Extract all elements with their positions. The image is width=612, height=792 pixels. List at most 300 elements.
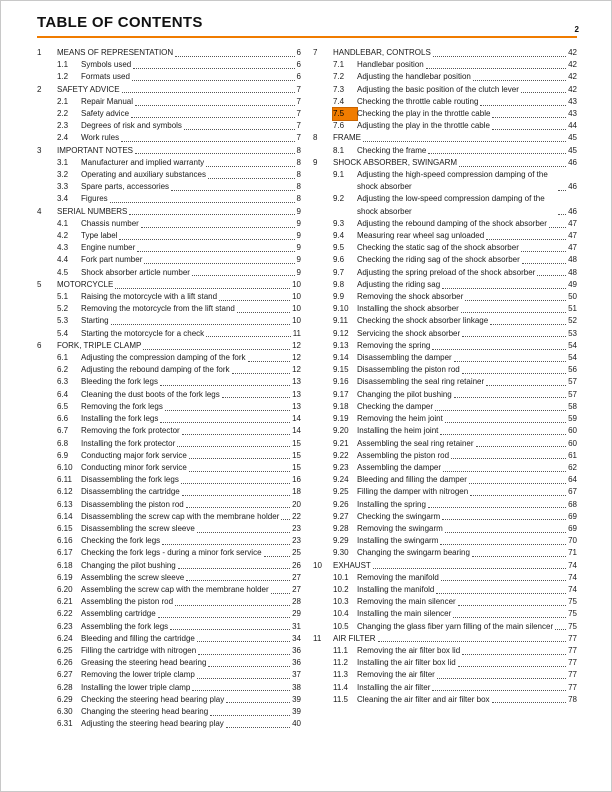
- toc-entry[interactable]: [37, 645, 301, 657]
- toc-entry-leader-dots: [162, 544, 290, 545]
- toc-entry-number: 1: [37, 48, 42, 57]
- toc-entry-number: 5.4: [57, 328, 69, 338]
- toc-entry[interactable]: [37, 596, 301, 608]
- toc-entry-title: Adjusting the riding sag: [357, 279, 441, 289]
- toc-entry-title: Installing the heim joint: [357, 426, 439, 436]
- toc-entry-number: 6.5: [57, 401, 69, 411]
- toc-entry-title: Symbols used: [81, 60, 132, 70]
- toc-entry-leader-dots: [186, 580, 290, 581]
- toc-entry[interactable]: [313, 547, 577, 559]
- toc-entry-number: 2.3: [57, 121, 69, 131]
- toc-entry[interactable]: [37, 413, 301, 425]
- toc-entry-body: [57, 47, 301, 59]
- toc-entry-number: 6: [37, 340, 42, 350]
- toc-entry-leader-dots: [206, 166, 294, 167]
- toc-entry[interactable]: [313, 682, 577, 694]
- toc-entry-body: [81, 376, 301, 388]
- toc-entry-page: 61: [568, 450, 577, 460]
- toc-entry[interactable]: [37, 535, 301, 547]
- toc-entry-leader-dots: [208, 666, 290, 667]
- toc-entry-number: 9.25: [333, 487, 349, 497]
- toc-entry-leader-dots: [132, 80, 295, 81]
- toc-entry-number: 9.7: [333, 267, 345, 277]
- toc-entry[interactable]: [313, 474, 577, 486]
- toc-entry[interactable]: [37, 303, 301, 315]
- toc-entry-leader-dots: [440, 544, 566, 545]
- toc-entry-title: Checking the fork legs - during a minor fork service: [81, 548, 262, 558]
- toc-entry[interactable]: [37, 608, 301, 620]
- toc-entry-body: [81, 59, 301, 71]
- toc-entry-page: 9: [296, 267, 301, 277]
- toc-entry-body: [357, 376, 577, 388]
- toc-entry[interactable]: [313, 669, 577, 681]
- toc-entry-page: 6: [296, 60, 301, 70]
- toc-entry-title: Checking the shock absorber linkage: [357, 316, 489, 326]
- toc-entry[interactable]: [313, 145, 577, 157]
- toc-entry[interactable]: [313, 535, 577, 547]
- toc-entry[interactable]: [313, 364, 577, 376]
- toc-entry-body: [333, 47, 577, 59]
- toc-entry-leader-dots: [119, 239, 294, 240]
- toc-entry-body: [357, 193, 577, 217]
- toc-entry-body: [81, 96, 301, 108]
- toc-entry-leader-dots: [558, 214, 566, 215]
- toc-entry-leader-dots: [445, 532, 566, 533]
- toc-entry-body: [81, 462, 301, 474]
- toc-entry[interactable]: [37, 206, 301, 218]
- toc-entry[interactable]: [37, 59, 301, 71]
- toc-entry[interactable]: [313, 340, 577, 352]
- toc-entry-body: [357, 96, 577, 108]
- toc-entry-leader-dots: [160, 422, 290, 423]
- toc-entry-page: 77: [568, 682, 577, 692]
- toc-entry-leader-dots: [480, 105, 566, 106]
- toc-entry[interactable]: [313, 694, 577, 706]
- toc-entry[interactable]: [313, 108, 577, 120]
- toc-entry-title: Cleaning the air filter and air filter box: [357, 694, 490, 704]
- toc-entry-title: Installing the air filter box lid: [357, 658, 456, 668]
- toc-entry-body: [357, 413, 577, 425]
- toc-entry[interactable]: [313, 47, 577, 59]
- toc-entry[interactable]: [37, 633, 301, 645]
- toc-entry[interactable]: [37, 621, 301, 633]
- toc-entry-number: 6.22: [57, 609, 73, 619]
- toc-entry-body: [357, 401, 577, 413]
- toc-entry-page: 7: [296, 133, 301, 143]
- toc-entry[interactable]: [313, 218, 577, 230]
- toc-entry-title: Installing the fork protector: [81, 438, 176, 448]
- toc-entry-title: Adjusting the steering head bearing play: [81, 719, 224, 729]
- toc-entry-leader-dots: [432, 690, 566, 691]
- toc-entry[interactable]: [37, 84, 301, 96]
- toc-entry-title: SERIAL NUMBERS: [57, 206, 128, 216]
- toc-entry-number: 6.12: [57, 487, 73, 497]
- toc-entry-title: Checking the damper: [357, 401, 434, 411]
- toc-entry-body: [333, 633, 577, 645]
- toc-entry[interactable]: [313, 657, 577, 669]
- toc-entry-page: 23: [292, 536, 301, 546]
- toc-entry-page: 49: [568, 279, 577, 289]
- toc-entry-leader-dots: [192, 275, 295, 276]
- toc-entry-number: 5: [37, 279, 42, 289]
- toc-entry[interactable]: [37, 657, 301, 669]
- toc-entry[interactable]: [37, 486, 301, 498]
- toc-entry-page: 64: [568, 475, 577, 485]
- toc-entry[interactable]: [313, 523, 577, 535]
- toc-entry[interactable]: [37, 108, 301, 120]
- toc-entry[interactable]: [313, 328, 577, 340]
- toc-entry-body: [357, 108, 577, 120]
- toc-entry[interactable]: [37, 401, 301, 413]
- toc-entry-leader-dots: [281, 519, 290, 520]
- toc-entry[interactable]: [313, 96, 577, 108]
- toc-entry[interactable]: [37, 474, 301, 486]
- toc-entry[interactable]: [37, 718, 301, 730]
- toc-entry-title: Disassembling the screw sleeve: [81, 523, 195, 533]
- toc-entry-leader-dots: [461, 312, 566, 313]
- toc-entry-page: 46: [568, 157, 577, 167]
- toc-entry[interactable]: [313, 279, 577, 291]
- toc-entry-body: [357, 499, 577, 511]
- toc-entry-title: Assembling the screw sleeve: [81, 572, 185, 582]
- toc-entry-number: 9.13: [333, 340, 349, 350]
- toc-entry[interactable]: [313, 401, 577, 413]
- toc-entry-page: 15: [292, 450, 301, 460]
- toc-entry-body: [357, 438, 577, 450]
- toc-entry-leader-dots: [492, 702, 567, 703]
- toc-entry-body: [357, 59, 577, 71]
- toc-entry-title: Checking the riding sag of the shock absorber: [357, 255, 520, 265]
- toc-entry-leader-dots: [182, 434, 290, 435]
- toc-entry[interactable]: [313, 486, 577, 498]
- toc-entry-title: SHOCK ABSORBER, SWINGARM: [333, 157, 458, 167]
- toc-entry-title: Adjusting the rebound damping of the shock absorber: [357, 218, 547, 228]
- toc-entry[interactable]: [37, 181, 301, 193]
- toc-entry-page: 12: [292, 353, 301, 363]
- toc-entry-body: [357, 657, 577, 669]
- toc-entry-title: Removing the air filter box lid: [357, 645, 461, 655]
- toc-entry[interactable]: [37, 584, 301, 596]
- toc-entry-body: [81, 523, 301, 535]
- toc-entry-leader-dots: [473, 80, 566, 81]
- toc-entry-leader-dots: [522, 263, 566, 264]
- toc-entry-body: [81, 352, 301, 364]
- toc-entry-body: [81, 450, 301, 462]
- toc-entry[interactable]: [313, 645, 577, 657]
- toc-entry[interactable]: [313, 621, 577, 633]
- toc-entry-page: 8: [296, 170, 301, 180]
- toc-entry-number: 9.16: [333, 377, 349, 387]
- toc-entry-page: 78: [568, 694, 577, 704]
- toc-entry-leader-dots: [219, 300, 290, 301]
- toc-entry-body: [81, 669, 301, 681]
- toc-entry[interactable]: [37, 352, 301, 364]
- toc-entry-body: [357, 547, 577, 559]
- toc-entry[interactable]: [313, 193, 577, 217]
- toc-entry[interactable]: [313, 132, 577, 144]
- toc-entry-number: 3.1: [57, 157, 69, 167]
- toc-entry-leader-dots: [121, 141, 294, 142]
- toc-entry-page: 8: [296, 145, 301, 155]
- toc-entry-body: [357, 291, 577, 303]
- toc-entry-leader-dots: [177, 446, 290, 447]
- toc-entry[interactable]: [37, 450, 301, 462]
- toc-entry-page: 74: [568, 572, 577, 582]
- toc-entry[interactable]: [37, 499, 301, 511]
- toc-entry-title: Conducting minor fork service: [81, 462, 187, 472]
- toc-entry-leader-dots: [160, 385, 290, 386]
- toc-entry-body: [81, 425, 301, 437]
- toc-entry[interactable]: [37, 572, 301, 584]
- toc-entry-leader-dots: [428, 507, 566, 508]
- toc-entry[interactable]: [313, 633, 577, 645]
- toc-entry-number: 6.26: [57, 658, 73, 668]
- toc-entry[interactable]: [37, 279, 301, 291]
- toc-entry-page: 75: [568, 597, 577, 607]
- toc-entry[interactable]: [37, 328, 301, 340]
- toc-entry[interactable]: [37, 254, 301, 266]
- toc-entry-leader-dots: [378, 641, 567, 642]
- toc-entry-body: [81, 547, 301, 559]
- toc-entry-body: [357, 145, 577, 157]
- toc-entry-number: 6.25: [57, 645, 73, 655]
- toc-entry-title: Removing the lower triple clamp: [81, 670, 195, 680]
- toc-entry-page: 16: [292, 475, 301, 485]
- toc-entry-leader-dots: [129, 214, 294, 215]
- toc-entry-title: Filling the cartridge with nitrogen: [81, 645, 197, 655]
- toc-entry-title: Raising the motorcycle with a lift stand: [81, 292, 218, 302]
- toc-entry[interactable]: [313, 291, 577, 303]
- toc-entry-number: 9.9: [333, 292, 345, 302]
- toc-entry[interactable]: [37, 218, 301, 230]
- toc-entry-body: [81, 267, 301, 279]
- toc-entry-title: HANDLEBAR, CONTROLS: [333, 48, 431, 57]
- toc-entry[interactable]: [313, 511, 577, 523]
- toc-entry[interactable]: [37, 389, 301, 401]
- toc-entry[interactable]: [313, 572, 577, 584]
- toc-entry[interactable]: [313, 242, 577, 254]
- toc-entry-body: [357, 462, 577, 474]
- toc-entry-page: 9: [296, 218, 301, 228]
- toc-entry-page: 42: [568, 84, 577, 94]
- toc-entry-leader-dots: [175, 605, 290, 606]
- toc-entry[interactable]: [313, 584, 577, 596]
- toc-entry-number: 6.20: [57, 584, 73, 594]
- toc-entry[interactable]: [313, 254, 577, 266]
- toc-entry-title: Checking the swingarm: [357, 511, 441, 521]
- toc-entry[interactable]: [313, 315, 577, 327]
- toc-entry-body: [57, 84, 301, 96]
- toc-entry[interactable]: [37, 47, 301, 59]
- toc-entry-title: Checking the fork legs: [81, 536, 161, 546]
- toc-entry-leader-dots: [122, 92, 295, 93]
- toc-entry[interactable]: [37, 230, 301, 242]
- toc-entry[interactable]: [313, 462, 577, 474]
- toc-entry-number: 9: [313, 157, 318, 167]
- toc-entry-leader-dots: [486, 239, 566, 240]
- toc-entry[interactable]: [313, 157, 577, 169]
- toc-entry[interactable]: [313, 376, 577, 388]
- toc-entry[interactable]: [313, 413, 577, 425]
- toc-entry[interactable]: [37, 315, 301, 327]
- toc-entry-number: 6.15: [57, 523, 73, 533]
- toc-entry[interactable]: [37, 462, 301, 474]
- toc-entry[interactable]: [37, 547, 301, 559]
- toc-entry-number: 11: [313, 633, 322, 643]
- toc-entry-leader-dots: [476, 446, 567, 447]
- toc-entry-page: 12: [292, 340, 301, 350]
- toc-entry-leader-dots: [197, 532, 290, 533]
- toc-entry[interactable]: [37, 560, 301, 572]
- toc-entry[interactable]: [37, 96, 301, 108]
- toc-entry-body: [81, 657, 301, 669]
- toc-entry-body: [357, 389, 577, 401]
- toc-entry-number: 6.10: [57, 462, 73, 472]
- toc-entry-title: Adjusting the play in the throttle cable: [357, 121, 490, 131]
- toc-entry-title: Changing the swingarm bearing: [357, 548, 470, 558]
- toc-entry-number: 6.21: [57, 597, 73, 607]
- toc-entry-leader-dots: [442, 288, 566, 289]
- toc-entry-leader-dots: [437, 678, 566, 679]
- toc-entry-page: 48: [568, 267, 577, 277]
- toc-entry-body: [333, 157, 577, 169]
- toc-columns: [1, 47, 611, 730]
- toc-entry-number: 9.4: [333, 231, 345, 241]
- toc-entry-page: 47: [568, 231, 577, 241]
- toc-entry-body: [81, 584, 301, 596]
- toc-entry-number: 6.2: [57, 365, 69, 375]
- toc-entry[interactable]: [37, 425, 301, 437]
- toc-entry-leader-dots: [165, 410, 290, 411]
- toc-entry-title: Handlebar position: [357, 60, 424, 70]
- toc-entry[interactable]: [313, 352, 577, 364]
- toc-entry-page: 42: [568, 72, 577, 82]
- toc-entry-body: [81, 633, 301, 645]
- toc-entry-title: Chassis number: [81, 218, 139, 228]
- toc-entry-number: 10.1: [333, 572, 349, 582]
- toc-entry-body: [357, 120, 577, 132]
- toc-entry-number: 6.8: [57, 438, 69, 448]
- toc-entry-leader-dots: [181, 483, 290, 484]
- toc-entry[interactable]: [37, 694, 301, 706]
- toc-entry-page: 44: [568, 121, 577, 131]
- toc-entry-page: 26: [292, 560, 301, 570]
- toc-entry-title: Repair Manual: [81, 96, 134, 106]
- toc-entry[interactable]: [37, 169, 301, 181]
- toc-entry-number: 4.5: [57, 267, 69, 277]
- toc-entry-body: [357, 340, 577, 352]
- toc-entry-page: 40: [292, 719, 301, 729]
- toc-entry[interactable]: [37, 193, 301, 205]
- toc-entry[interactable]: [37, 132, 301, 144]
- toc-entry[interactable]: [37, 669, 301, 681]
- toc-entry-number: 8: [313, 133, 318, 143]
- toc-entry-body: [81, 718, 301, 730]
- toc-entry[interactable]: [37, 242, 301, 254]
- toc-entry[interactable]: [313, 84, 577, 96]
- toc-entry-body: [357, 425, 577, 437]
- toc-entry[interactable]: [37, 145, 301, 157]
- toc-entry-page: 7: [296, 109, 301, 119]
- toc-entry[interactable]: [313, 303, 577, 315]
- toc-entry-number: 6.7: [57, 426, 69, 436]
- toc-entry-page: 39: [292, 694, 301, 704]
- toc-entry-body: [81, 572, 301, 584]
- toc-entry[interactable]: [313, 169, 577, 193]
- toc-entry-title: Spare parts, accessories: [81, 182, 170, 192]
- toc-entry-leader-dots: [206, 336, 291, 337]
- toc-entry-page: 45: [568, 145, 577, 155]
- toc-entry[interactable]: [313, 59, 577, 71]
- toc-entry-page: 50: [568, 292, 577, 302]
- toc-entry-number: 9.8: [333, 279, 345, 289]
- toc-entry[interactable]: [37, 511, 301, 523]
- toc-entry-title: Changing the pilot bushing: [81, 560, 176, 570]
- toc-entry[interactable]: [313, 450, 577, 462]
- toc-entry-body: [81, 474, 301, 486]
- toc-entry[interactable]: [37, 267, 301, 279]
- toc-entry-number: 1.2: [57, 72, 69, 82]
- toc-entry-page: 8: [296, 157, 301, 167]
- toc-entry[interactable]: [313, 389, 577, 401]
- toc-entry-body: [357, 84, 577, 96]
- toc-entry[interactable]: [37, 706, 301, 718]
- toc-entry[interactable]: [313, 608, 577, 620]
- toc-entry[interactable]: [313, 267, 577, 279]
- toc-entry[interactable]: [313, 230, 577, 242]
- toc-entry-page: 13: [292, 401, 301, 411]
- toc-entry[interactable]: [37, 376, 301, 388]
- toc-entry-page: 7: [296, 96, 301, 106]
- toc-entry-leader-dots: [237, 312, 290, 313]
- toc-entry-page: 67: [568, 487, 577, 497]
- toc-entry-page: 9: [296, 255, 301, 265]
- toc-entry[interactable]: [313, 596, 577, 608]
- toc-entry[interactable]: [37, 291, 301, 303]
- toc-entry-number: 4: [37, 206, 42, 216]
- toc-entry[interactable]: [313, 438, 577, 450]
- toc-entry[interactable]: [313, 71, 577, 83]
- toc-entry[interactable]: [37, 438, 301, 450]
- toc-entry-leader-dots: [436, 593, 566, 594]
- toc-entry[interactable]: [37, 157, 301, 169]
- toc-entry[interactable]: [313, 560, 577, 572]
- toc-entry-body: [357, 352, 577, 364]
- toc-entry[interactable]: [37, 120, 301, 132]
- toc-entry-body: [81, 193, 301, 205]
- toc-entry-title: Adjusting the handlebar position: [357, 72, 471, 82]
- toc-entry-title: Removing the fork legs: [81, 401, 163, 411]
- toc-entry[interactable]: [313, 499, 577, 511]
- toc-entry-title: IMPORTANT NOTES: [57, 145, 134, 155]
- toc-entry[interactable]: [37, 71, 301, 83]
- toc-entry-number: 7.1: [333, 60, 345, 70]
- toc-entry[interactable]: [37, 682, 301, 694]
- toc-entry[interactable]: [313, 120, 577, 132]
- toc-entry-page: 15: [292, 438, 301, 448]
- toc-entry[interactable]: [313, 425, 577, 437]
- toc-entry-body: [357, 572, 577, 584]
- toc-entry-leader-dots: [453, 617, 566, 618]
- toc-entry-body: [357, 230, 577, 242]
- toc-entry-number: 9.14: [333, 353, 349, 363]
- toc-entry-title: Disassembling the seal ring retainer: [357, 377, 485, 387]
- toc-entry[interactable]: [37, 364, 301, 376]
- toc-entry-title: Assembling the damper: [357, 462, 442, 472]
- toc-entry[interactable]: [37, 340, 301, 352]
- toc-entry-title: AIR FILTER: [333, 633, 376, 643]
- toc-entry[interactable]: [37, 523, 301, 535]
